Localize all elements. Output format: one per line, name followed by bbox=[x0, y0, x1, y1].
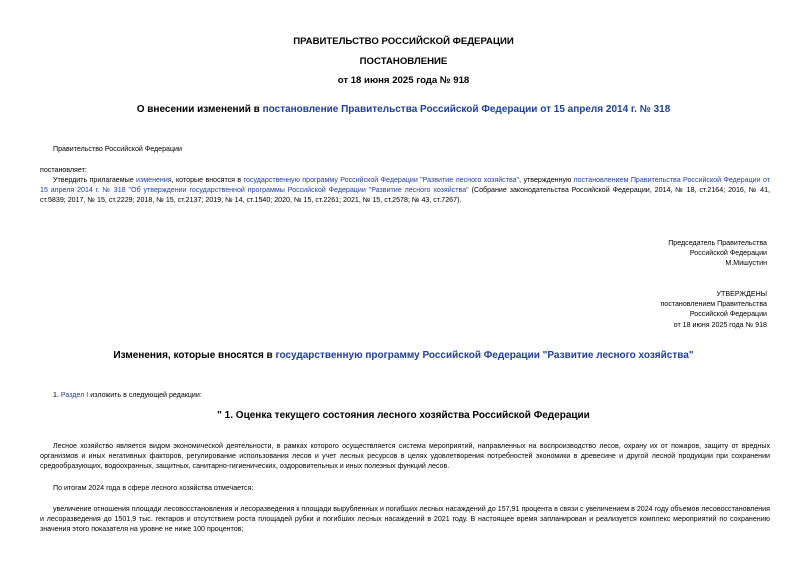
document-title bbox=[0, 104, 807, 115]
government-heading: ПРАВИТЕЛЬСТВО РОССИЙСКОЙ ФЕДЕРАЦИИ bbox=[293, 36, 514, 47]
approved-by: постановлением Правительства bbox=[660, 300, 767, 309]
clause-text-3: , утвержденную bbox=[519, 176, 574, 184]
item-1-number: 1. bbox=[53, 391, 61, 399]
paragraph-forestry-definition: Лесное хозяйство является видом экономической деятельности, в рамках которого осуществляется система мероприятий, направленных на воспроизводство лесов, охрану их от пожаров, защиту от вредных организмов и иных негативных факторов, регулирование использования лесов и учет лесных ресурсов в целях удовлетворения потребностей экономики в древесине и другой лесной продукции при сохранении средообразующих, водоохранных, защитных, санитарно-гигиенических, оздоровительных и иных полезных функций лесов. bbox=[40, 442, 770, 471]
approving-resolution-link[interactable]: постановлением Правительства Российской Федерации от 15 апреля 2014 г. № 318 "Об утверждении государственной программы Российской Федерации "Развитие лесного хозяйства" bbox=[40, 176, 770, 195]
clause-text-1: Утвердить прилагаемые bbox=[53, 176, 137, 184]
clause-text-4: (Собрание законодательства Российской Федерации, 2014, № 18, ст.2164; 2016, № 41, ст.5839; 2017, № 15, ст.2229; 2018, № 15, ст.2137; 2019, № 14, ст.1540; 2020, № 15, ст.2261; 2021, № 15, ст.2578; № 43, ст.7267). bbox=[40, 186, 770, 205]
paragraph-reforestation: увеличение отношения площади лесовосстановления и лесоразведения к площади вырубленных и погибших лесных насаждений до 157,91 процента в связи с увеличением в 2024 году объемов лесовосстановления и лесоразведения до 1501,9 тыс. гектаров и отсутствием роста площадей рубки и погибших лесных насаждений в 2021 году. В настоящее время запланирован и реализуется комплекс мероприятий по сохранению значения этого показателя на уровне не ниже 100 процентов; bbox=[40, 505, 770, 534]
changes-link[interactable]: изменения bbox=[136, 176, 172, 184]
signature-country: Российской Федерации bbox=[689, 249, 767, 258]
approved-date: от 18 июня 2025 года № 918 bbox=[673, 320, 767, 329]
signature-name: М.Мишустин bbox=[725, 259, 767, 268]
paragraph-2024-results: По итогам 2024 года в сфере лесного хозяйства отмечается: bbox=[53, 484, 254, 492]
section-1-link[interactable]: Раздел I bbox=[60, 391, 89, 399]
changes-title-prefix: Изменения, которые вносятся в bbox=[113, 350, 276, 361]
document-type: ПОСТАНОВЛЕНИЕ bbox=[359, 56, 448, 67]
changes-title bbox=[0, 350, 807, 361]
item-1-text: изложить в следующей редакции: bbox=[88, 391, 202, 399]
section-title: " 1. Оценка текущего состояния лесного хозяйства Российской Федерации bbox=[217, 410, 590, 421]
document-title-prefix: О внесении изменений в bbox=[136, 104, 263, 115]
item-1 bbox=[53, 390, 202, 400]
signature-position: Председатель Правительства bbox=[668, 239, 767, 247]
base-resolution-link[interactable]: постановление Правительства Российской Федерации от 15 апреля 2014 г. № 318 bbox=[262, 104, 671, 115]
document-date-number: от 18 июня 2025 года № 918 bbox=[337, 75, 470, 86]
government-subject: Правительство Российской Федерации bbox=[53, 145, 182, 153]
signature-block bbox=[668, 238, 767, 269]
clause-text-2: , которые вносятся в bbox=[171, 176, 244, 184]
approved-block bbox=[660, 289, 767, 330]
approved-label: УТВЕРЖДЕНЫ bbox=[716, 290, 767, 298]
changes-program-link[interactable]: государственную программу Российской Федерации "Развитие лесного хозяйства" bbox=[275, 350, 694, 361]
approve-clause bbox=[40, 175, 770, 206]
forestry-program-link[interactable]: государственную программу Российской Федерации "Развитие лесного хозяйства" bbox=[243, 176, 520, 184]
decrees-text: постановляет: bbox=[40, 166, 87, 174]
approved-country: Российской Федерации bbox=[689, 310, 767, 319]
